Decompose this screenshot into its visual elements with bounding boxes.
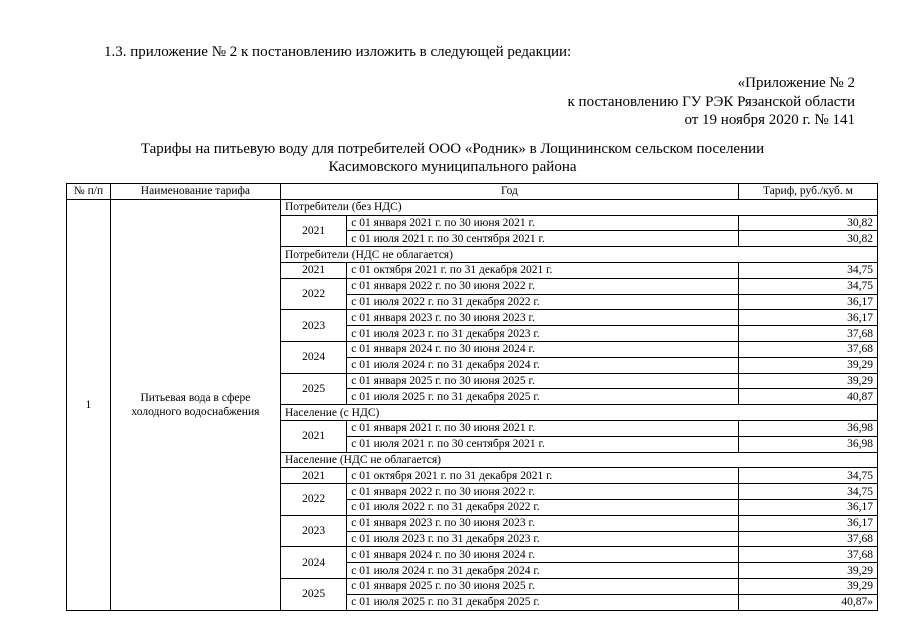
period-cell: с 01 января 2022 г. по 30 июня 2022 г. (347, 484, 739, 500)
price-cell: 36,17 (738, 294, 877, 310)
period-cell: с 01 января 2024 г. по 30 июня 2024 г. (347, 341, 739, 357)
year-cell: 2021 (280, 420, 346, 452)
table-header-row (67, 184, 878, 200)
price-cell: 39,29 (738, 563, 877, 579)
period-cell: с 01 июля 2023 г. по 31 декабря 2023 г. (347, 531, 739, 547)
group-label: Население (НДС не облагается) (280, 452, 877, 468)
header-price: Тариф, руб./куб. м (738, 184, 877, 200)
period-cell: с 01 июля 2024 г. по 31 декабря 2024 г. (347, 357, 739, 373)
period-cell: с 01 января 2023 г. по 30 июня 2023 г. (347, 515, 739, 531)
appendix-header (568, 74, 855, 130)
period-cell: с 01 октября 2021 г. по 31 декабря 2021 г. (347, 262, 739, 278)
price-cell: 37,68 (738, 531, 877, 547)
year-cell: 2025 (280, 578, 346, 610)
title-line-2: Касимовского муниципального района (328, 159, 577, 175)
price-cell: 37,68 (738, 547, 877, 563)
period-cell: с 01 января 2021 г. по 30 июня 2021 г. (347, 420, 739, 436)
group-row (67, 199, 878, 215)
period-cell: с 01 июля 2021 г. по 30 сентября 2021 г. (347, 231, 739, 247)
period-cell: с 01 января 2025 г. по 30 июня 2025 г. (347, 578, 739, 594)
period-cell: с 01 июля 2021 г. по 30 сентября 2021 г. (347, 436, 739, 452)
header-num: № п/п (67, 184, 111, 200)
period-cell: с 01 января 2022 г. по 30 июня 2022 г. (347, 278, 739, 294)
price-cell: 39,29 (738, 373, 877, 389)
group-label: Потребители (без НДС) (280, 199, 877, 215)
year-cell: 2021 (280, 468, 346, 484)
intro-text: 1.3. приложение № 2 к постановлению изложить в следующей редакции: (104, 44, 572, 60)
tariff-name: Питьевая вода в сфере холодного водоснабжения (110, 199, 280, 610)
appendix-line-3: от 19 ноября 2020 г. № 141 (684, 112, 855, 128)
year-cell: 2024 (280, 341, 346, 373)
price-cell: 36,98 (738, 420, 877, 436)
period-cell: с 01 июля 2025 г. по 31 декабря 2025 г. (347, 389, 739, 405)
header-name: Наименование тарифа (110, 184, 280, 200)
period-cell: с 01 января 2025 г. по 30 июня 2025 г. (347, 373, 739, 389)
tariff-table (66, 183, 878, 611)
period-cell: с 01 июля 2023 г. по 31 декабря 2023 г. (347, 326, 739, 342)
group-label: Потребители (НДС не облагается) (280, 247, 877, 263)
document-title (0, 140, 905, 176)
year-cell: 2022 (280, 484, 346, 516)
period-cell: с 01 января 2024 г. по 30 июня 2024 г. (347, 547, 739, 563)
year-cell: 2025 (280, 373, 346, 405)
price-cell: 30,82 (738, 231, 877, 247)
price-cell: 40,87» (738, 594, 877, 610)
period-cell: с 01 июля 2025 г. по 31 декабря 2025 г. (347, 594, 739, 610)
price-cell: 39,29 (738, 578, 877, 594)
price-cell: 36,17 (738, 515, 877, 531)
period-cell: с 01 июля 2022 г. по 31 декабря 2022 г. (347, 499, 739, 515)
period-cell: с 01 июля 2022 г. по 31 декабря 2022 г. (347, 294, 739, 310)
price-cell: 36,98 (738, 436, 877, 452)
price-cell: 37,68 (738, 341, 877, 357)
period-cell: с 01 июля 2024 г. по 31 декабря 2024 г. (347, 563, 739, 579)
year-cell: 2022 (280, 278, 346, 310)
title-line-1: Тарифы на питьевую воду для потребителей ООО «Родник» в Лощининском сельском поселении (140, 141, 765, 157)
price-cell: 36,17 (738, 310, 877, 326)
price-cell: 39,29 (738, 357, 877, 373)
row-number: 1 (67, 199, 111, 610)
group-label: Население (с НДС) (280, 405, 877, 421)
price-cell: 30,82 (738, 215, 877, 231)
period-cell: с 01 января 2021 г. по 30 июня 2021 г. (347, 215, 739, 231)
appendix-line-1: «Приложение № 2 (737, 75, 855, 91)
price-cell: 34,75 (738, 278, 877, 294)
price-cell: 34,75 (738, 262, 877, 278)
price-cell: 34,75 (738, 484, 877, 500)
year-cell: 2021 (280, 262, 346, 278)
price-cell: 40,87 (738, 389, 877, 405)
year-cell: 2021 (280, 215, 346, 247)
period-cell: с 01 января 2023 г. по 30 июня 2023 г. (347, 310, 739, 326)
price-cell: 36,17 (738, 499, 877, 515)
period-cell: с 01 октября 2021 г. по 31 декабря 2021 г. (347, 468, 739, 484)
appendix-line-2: к постановлению ГУ РЭК Рязанской области (567, 93, 855, 110)
year-cell: 2023 (280, 515, 346, 547)
year-cell: 2023 (280, 310, 346, 342)
year-cell: 2024 (280, 547, 346, 579)
price-cell: 37,68 (738, 326, 877, 342)
header-year: Год (280, 184, 738, 200)
price-cell: 34,75 (738, 468, 877, 484)
table-body (67, 199, 878, 610)
